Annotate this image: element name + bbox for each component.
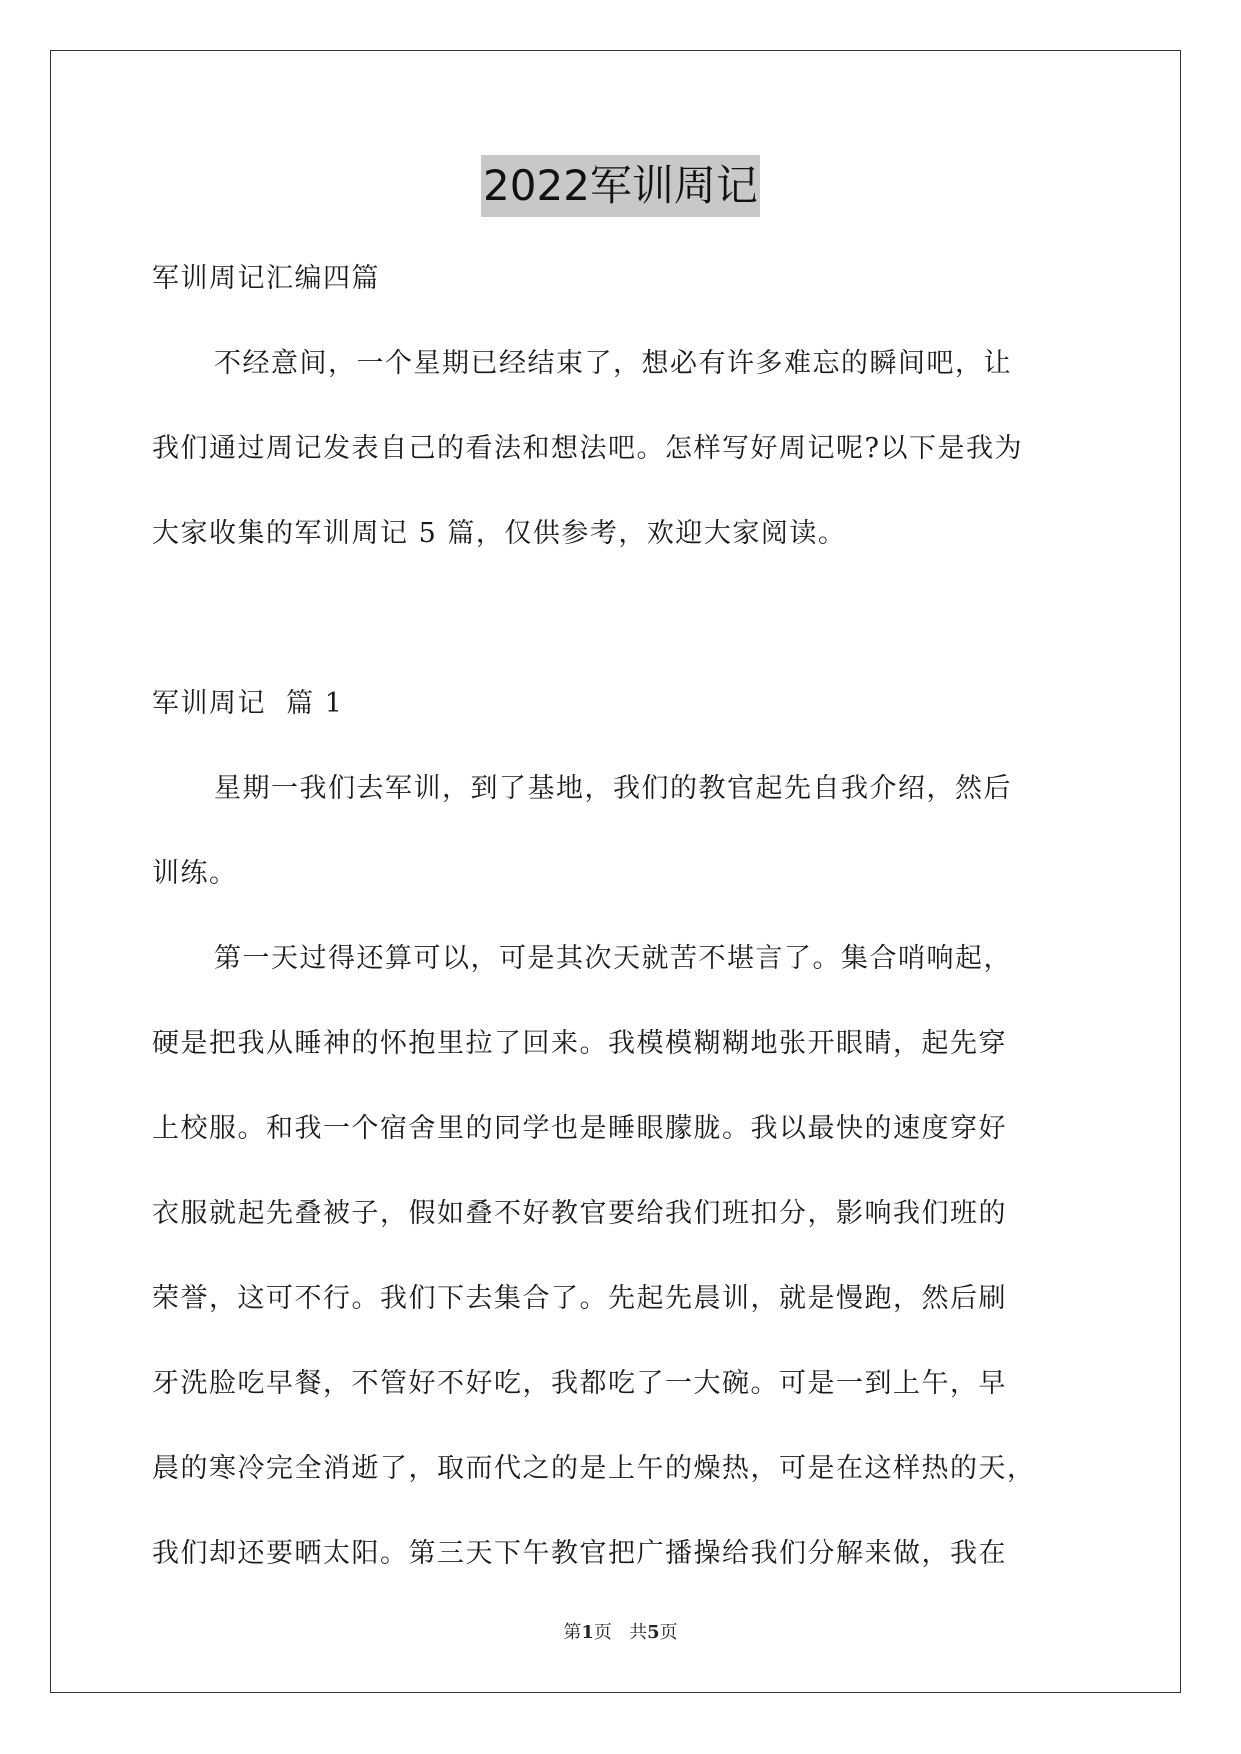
footer-total-pages: 5 <box>647 1622 660 1643</box>
document-title: 2022军训周记 <box>481 155 760 217</box>
section-heading: 军训周记 篇 1 <box>152 688 344 719</box>
paragraph-line: 硬是把我从睡神的怀抱里拉了回来。我模模糊糊地张开眼睛，起先穿 <box>152 1028 1007 1059</box>
footer-middle: 页 共 <box>593 1622 648 1643</box>
title-container <box>0 155 1241 217</box>
page-footer <box>0 1618 1241 1644</box>
document-body <box>152 236 1092 1596</box>
footer-prefix: 第 <box>563 1622 582 1643</box>
paragraph-line: 上校服。和我一个宿舍里的同学也是睡眼朦胧。我以最快的速度穿好 <box>152 1113 1007 1144</box>
paragraph-line: 我们却还要晒太阳。第三天下午教官把广播操给我们分解来做，我在 <box>152 1538 1007 1569</box>
paragraph-line: 衣服就起先叠被子，假如叠不好教官要给我们班扣分，影响我们班的 <box>152 1198 1007 1229</box>
intro-line: 不经意间，一个星期已经结束了，想必有许多难忘的瞬间吧，让 <box>214 348 1012 379</box>
blank-line <box>152 576 1092 661</box>
footer-suffix: 页 <box>659 1622 678 1643</box>
paragraph-line: 荣誉，这可不行。我们下去集合了。先起先晨训，就是慢跑，然后刷 <box>152 1283 1007 1314</box>
paragraph-line: 星期一我们去军训，到了基地，我们的教官起先自我介绍，然后 <box>214 773 1012 804</box>
paragraph-line: 牙洗脸吃早餐，不管好不好吃，我都吃了一大碗。可是一到上午，早 <box>152 1368 1007 1399</box>
footer-current-page: 1 <box>581 1622 594 1643</box>
document-subtitle: 军训周记汇编四篇 <box>152 263 380 294</box>
paragraph-line: 训练。 <box>152 858 238 889</box>
intro-line: 大家收集的军训周记 5 篇，仅供参考，欢迎大家阅读。 <box>152 518 847 549</box>
intro-line: 我们通过周记发表自己的看法和想法吧。怎样写好周记呢?以下是我为 <box>152 433 1023 464</box>
paragraph-line: 晨的寒冷完全消逝了，取而代之的是上午的燥热，可是在这样热的天， <box>152 1453 1036 1484</box>
paragraph-line: 第一天过得还算可以，可是其次天就苦不堪言了。集合哨响起， <box>214 943 1012 974</box>
